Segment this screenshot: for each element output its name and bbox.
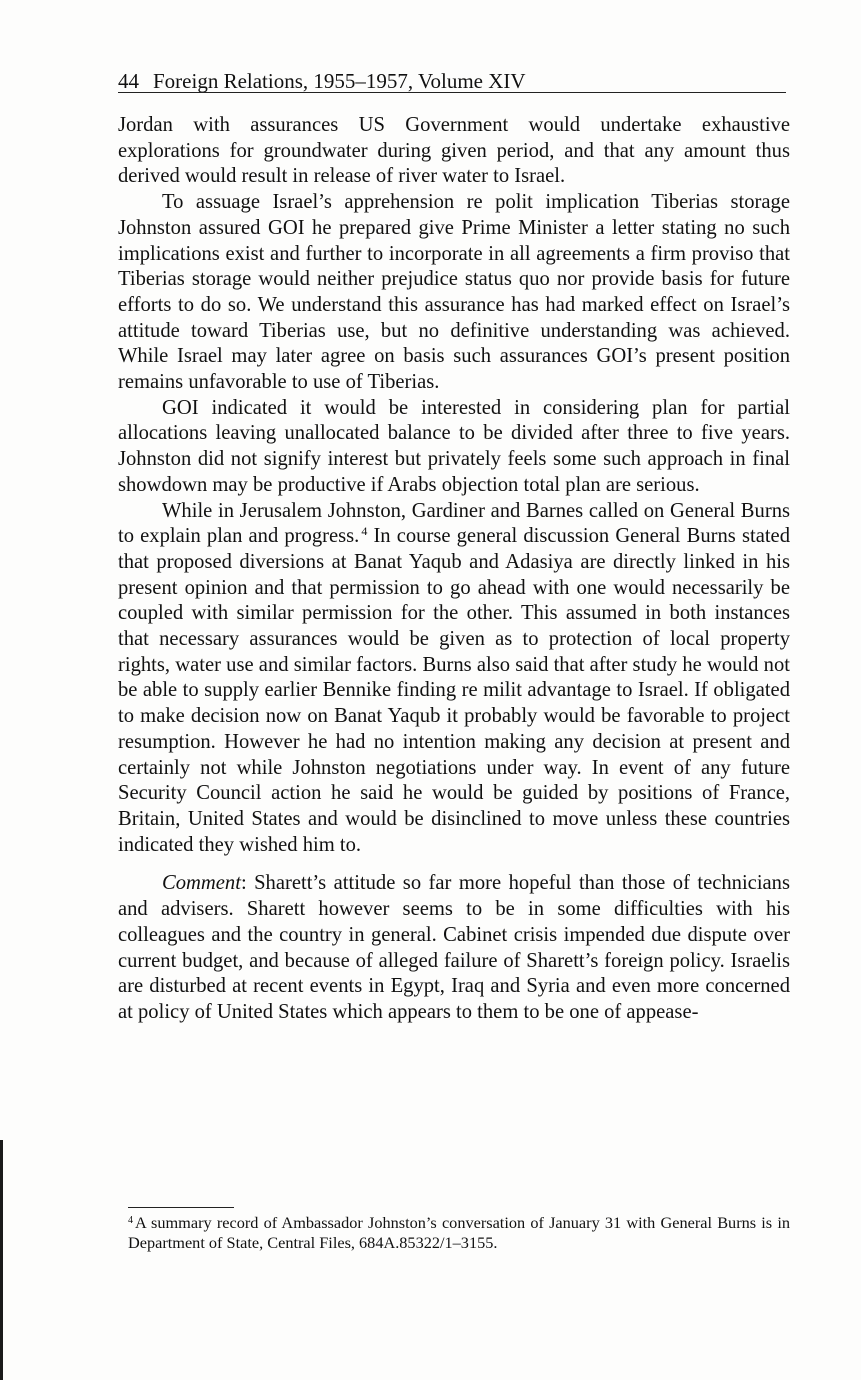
page-number: 44 bbox=[118, 69, 139, 93]
scan-edge-shadow bbox=[0, 1140, 3, 1380]
paragraph-continued: Jordan with assurances US Government would undertake exhaustive explorations for groundwater during given period, and that any amount thus derived would result in release of river water to Israel. bbox=[118, 114, 790, 188]
body-text bbox=[118, 113, 790, 1026]
comment-label: Comment bbox=[162, 872, 241, 895]
paragraph-general-burns bbox=[118, 499, 790, 859]
burns-text-after: In course general discussion General Burns stated that proposed diversions at Banat Yaqub and Adasiya are directly linked in his present opinion and that permission to go ahead with one would necessarily be coupled with similar permission for the other. This assumed in both instances that necessary assurances would be given as to protection of local property rights, water use and similar factors. Burns also said that after study he would not be able to supply earlier Bennike finding re milit advantage to Israel. If obligated to make decision now on Banat Yaqub it probably would be favorable to project resumption. However he had no intention making any decision at present and certainly not while Johnston negotiations under way. In event of any future Security Council action he said he would be guided by positions of France, Britain, United States and would be disinclined to move unless these countries indicated they wished him to. bbox=[118, 525, 790, 856]
header-rule bbox=[118, 92, 786, 93]
footnote-number: 4 bbox=[128, 1215, 133, 1226]
footnote bbox=[128, 1213, 790, 1253]
footnote-rule bbox=[128, 1207, 234, 1208]
paragraph-comment bbox=[118, 871, 790, 1025]
comment-text: : Sharett’s attitude so far more hopeful than those of technicians and advisers. Sharett however seems to be in some difficulties with his colleagues and the country in general. Cabinet crisis impended due dispute over current budget, and because of alleged failure of Sharett’s foreign policy. Israelis are disturbed at recent events in Egypt, Iraq and Syria and even more concerned at policy of United States which appears to them to be one of appease- bbox=[118, 872, 790, 1023]
publication-title: Foreign Relations, 1955–1957, Volume XIV bbox=[153, 69, 526, 93]
burns-text-before: While in Jerusalem Johnston, Gardiner and Barnes called on General Burns to explain plan and progress. bbox=[118, 499, 790, 548]
footnote-text: A summary record of Ambassador Johnston’s conversation of January 31 with General Burns is in Department of State, Central Files, 684A.85322/1–3155. bbox=[128, 1213, 790, 1252]
paragraph-partial-allocations: GOI indicated it would be interested in considering plan for partial allocations leaving unallocated balance to be divided after three to five years. Johnston did not signify interest but privately feels some such approach in final showdown may be productive if Arabs objection total plan are serious. bbox=[118, 396, 790, 496]
paragraph-tiberias-assurance: To assuage Israel’s apprehension re polit implication Tiberias storage Johnston assured GOI he prepared give Prime Minister a letter stating no such implications exist and further to incorporate in all agreements a firm proviso that Tiberias storage would neither prejudice status quo nor provide basis for future efforts to do so. We understand this assurance has had marked effect on Israel’s attitude toward Tiberias use, but no definitive understanding was achieved. While Israel may later agree on basis such assurances GOI’s present position remains unfavorable to use of Tiberias. bbox=[118, 191, 790, 394]
footnote-reference: 4 bbox=[361, 524, 368, 539]
running-header bbox=[118, 68, 786, 94]
